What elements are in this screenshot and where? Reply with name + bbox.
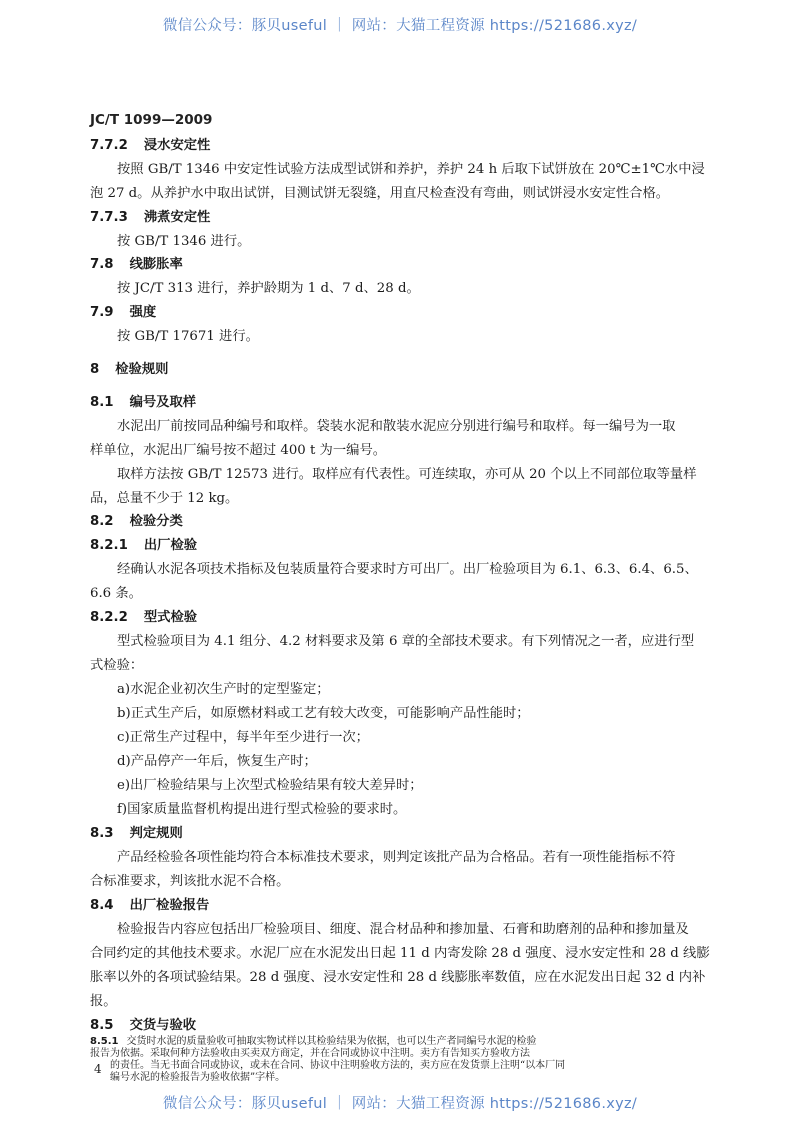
- paragraph-line: 6.6 条。: [90, 586, 142, 601]
- paragraph-line: 交货时水泥的质量验收可抽取实物试样以其检验结果为依据，也可以生产者同编号水泥的检验: [126, 1036, 537, 1047]
- section-title: 浸水安定性: [143, 138, 211, 153]
- page-number: 4: [94, 1062, 102, 1076]
- section-number: 8.5: [90, 1018, 114, 1033]
- section-number: 7.8: [90, 257, 114, 272]
- chapter-title: 检验规则: [115, 362, 169, 377]
- list-item: b)正式生产后，如原燃材料或工艺有较大改变，可能影响产品性能时；: [117, 706, 530, 721]
- section-title: 强度: [129, 305, 157, 320]
- list-item: c)正常生产过程中，每半年至少进行一次；: [117, 730, 369, 745]
- chapter-heading: [90, 361, 168, 379]
- paragraph-line: 按照 GB/T 1346 中安定性试验方法成型试饼和养护，养护 24 h 后取下试饼放在 20℃±1℃水中浸: [117, 162, 705, 177]
- section-title: 沸煮安定性: [143, 210, 211, 225]
- paragraph-line: 取样方法按 GB/T 12573 进行。取样应有代表性。可连续取，亦可从 20 个以上不同部位取等量样: [117, 467, 697, 482]
- section-heading: [90, 513, 183, 531]
- section-number: 8.4: [90, 898, 114, 913]
- section-title: 出厂检验: [143, 538, 198, 553]
- paragraph-line: 型式检验项目为 4.1 组分、4.2 材料要求及第 6 章的全部技术要求。有下列情况之一者，应进行型: [117, 634, 695, 649]
- watermark-top: 微信公众号：豚贝useful ｜ 网站：大猫工程资源 https://521686.xyz/: [162, 18, 638, 34]
- paragraph-line: 报告为依据。采取何种方法验收由买卖双方商定，并在合同或协议中注明。卖方有告知买方验收方法: [90, 1048, 530, 1059]
- section-heading: [90, 1036, 536, 1048]
- paragraph-line: 按 JC/T 313 进行，养护龄期为 1 d、7 d、28 d。: [117, 281, 420, 296]
- section-number: 7.9: [90, 305, 114, 320]
- paragraph-line: 编号水泥的检验报告为验收依据”字样。: [110, 1072, 286, 1083]
- list-item: d)产品停产一年后，恢复生产时；: [117, 754, 317, 769]
- paragraph-line: 检验报告内容应包括出厂检验项目、细度、混合材品种和掺加量、石膏和助磨剂的品种和掺加量及: [117, 922, 689, 937]
- paragraph-line: 胀率以外的各项试验结果。28 d 强度、浸水安定性和 28 d 线膨胀率数值，应在水泥发出日起 32 d 内补: [90, 970, 706, 985]
- section-title: 交货与验收: [129, 1018, 197, 1033]
- list-item: e)出厂检验结果与上次型式检验结果有较大差异时；: [117, 778, 423, 793]
- section-heading: [90, 537, 197, 555]
- paragraph-line: 水泥出厂前按同品种编号和取样。袋装水泥和散装水泥应分别进行编号和取样。每一编号为一取: [117, 419, 676, 434]
- paragraph-line: 报。: [90, 994, 117, 1009]
- paragraph-line: 品，总量不少于 12 kg。: [90, 491, 239, 506]
- section-number: 8.2: [90, 514, 114, 529]
- list-item: a)水泥企业初次生产时的定型鉴定；: [117, 682, 330, 697]
- section-number: 8.2.2: [90, 610, 128, 625]
- section-heading: [90, 304, 156, 322]
- section-heading: [90, 1017, 196, 1035]
- section-heading: [90, 825, 183, 843]
- section-title: 编号及取样: [129, 395, 197, 410]
- paragraph-line: 产品经检验各项性能均符合本标准技术要求，则判定该批产品为合格品。若有一项性能指标不符: [117, 850, 676, 865]
- paragraph-line: 泡 27 d。从养护水中取出试饼，目测试饼无裂缝，用直尺检查没有弯曲，则试饼浸水安定性合格。: [90, 186, 670, 201]
- list-item: f)国家质量监督机构提出进行型式检验的要求时。: [117, 802, 407, 817]
- section-number: 8.2.1: [90, 538, 128, 553]
- paragraph-line: 按 GB/T 1346 进行。: [117, 234, 251, 249]
- paragraph-line: 按 GB/T 17671 进行。: [117, 329, 259, 344]
- paragraph-line: 式检验：: [90, 658, 144, 673]
- section-title: 检验分类: [129, 514, 183, 529]
- section-title: 线膨胀率: [129, 257, 183, 272]
- section-number: 7.7.3: [90, 210, 128, 225]
- section-number: 8.5.1: [90, 1036, 119, 1047]
- section-title: 出厂检验报告: [129, 898, 210, 913]
- paragraph-line: 合标准要求，判该批水泥不合格。: [90, 874, 290, 889]
- watermark-bottom: 微信公众号：豚贝useful ｜ 网站：大猫工程资源 https://521686.xyz/: [162, 1096, 638, 1112]
- chapter-number: 8: [90, 362, 100, 377]
- standard-code: JC/T 1099—2009: [90, 112, 213, 128]
- paragraph-line: 合同约定的其他技术要求。水泥厂应在水泥发出日起 11 d 内寄发除 28 d 强度、浸水安定性和 28 d 线膨: [90, 946, 710, 961]
- section-heading: [90, 137, 210, 155]
- section-heading: [90, 209, 210, 227]
- section-title: 型式检验: [143, 610, 198, 625]
- section-number: 8.1: [90, 395, 114, 410]
- paragraph-line: 经确认水泥各项技术指标及包装质量符合要求时方可出厂。出厂检验项目为 6.1、6.3、6.4、6.5、: [117, 562, 698, 577]
- section-heading: [90, 609, 197, 627]
- paragraph-line: 样单位，水泥出厂编号按不超过 400 t 为一编号。: [90, 443, 387, 458]
- section-heading: [90, 256, 183, 274]
- section-number: 8.3: [90, 826, 114, 841]
- section-number: 7.7.2: [90, 138, 128, 153]
- section-heading: [90, 394, 196, 412]
- section-title: 判定规则: [129, 826, 183, 841]
- section-heading: [90, 897, 209, 915]
- paragraph-line: 的责任。当无书面合同或协议，或未在合同、协议中注明验收方法的，卖方应在发货票上注明“以本厂同: [110, 1060, 566, 1071]
